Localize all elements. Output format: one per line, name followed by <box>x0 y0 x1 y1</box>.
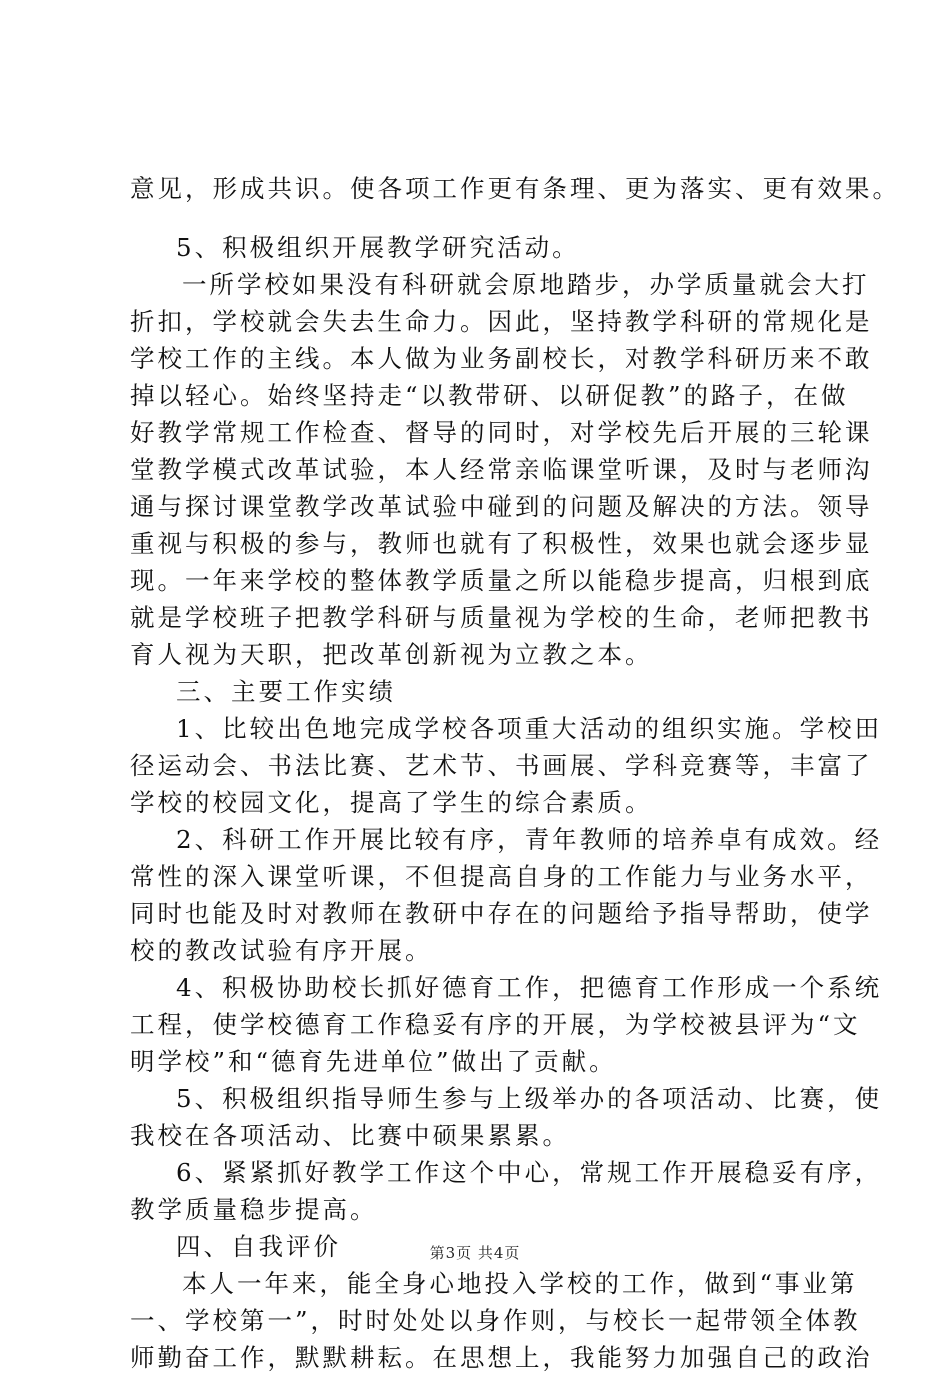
text-line: 同时也能及时对教师在教研中存在的问题给予指导帮助，使学 <box>130 899 873 928</box>
section-heading: 5、积极组织开展教学研究活动。 <box>176 233 580 262</box>
text-line: 堂教学模式改革试验，本人经常亲临课堂听课，及时与老师沟 <box>130 455 873 484</box>
text-line: 一所学校如果没有科研就会原地踏步，办学质量就会大打 <box>182 270 870 299</box>
text-line: 意见，形成共识。使各项工作更有条理、更为落实、更有效果。 <box>130 174 900 203</box>
text-line: 径运动会、书法比赛、艺术节、书画展、学科竞赛等，丰富了 <box>130 751 873 780</box>
text-line: 教学质量稳步提高。 <box>130 1195 378 1224</box>
text-line: 重视与积极的参与，教师也就有了积极性，效果也就会逐步显 <box>130 529 873 558</box>
text-line: 6、紧紧抓好教学工作这个中心，常规工作开展稳妥有序， <box>176 1158 883 1187</box>
text-line: 工程，使学校德育工作稳妥有序的开展，为学校被县评为“文 <box>130 1010 861 1039</box>
document-body <box>130 170 900 1376</box>
text-line: 学校的校园文化，提高了学生的综合素质。 <box>130 788 653 817</box>
text-line: 师勤奋工作，默默耕耘。在思想上，我能努力加强自己的政治 <box>130 1343 873 1372</box>
text-line: 就是学校班子把教学科研与质量视为学校的生命，老师把教书 <box>130 603 873 632</box>
text-line: 我校在各项活动、比赛中硕果累累。 <box>130 1121 570 1150</box>
text-line: 本人一年来，能全身心地投入学校的工作，做到“事业第 <box>182 1269 858 1298</box>
text-line: 通与探讨课堂教学改革试验中碰到的问题及解决的方法。领导 <box>130 492 873 521</box>
text-line: 育人视为天职，把改革创新视为立教之本。 <box>130 640 653 669</box>
text-line: 折扣，学校就会失去生命力。因此，坚持教学科研的常规化是 <box>130 307 873 336</box>
text-line: 常性的深入课堂听课，不但提高自身的工作能力与业务水平， <box>130 862 873 891</box>
section-heading: 三、主要工作实绩 <box>176 677 396 706</box>
text-line: 校的教改试验有序开展。 <box>130 936 433 965</box>
text-line: 明学校”和“德育先进单位”做出了贡献。 <box>130 1047 617 1076</box>
text-line: 好教学常规工作检查、督导的同时，对学校先后开展的三轮课 <box>130 418 873 447</box>
text-line: 一、学校第一”，时时处处以身作则，与校长一起带领全体教 <box>130 1306 861 1335</box>
text-line: 现。一年来学校的整体教学质量之所以能稳步提高，归根到底 <box>130 566 873 595</box>
text-line: 4、积极协助校长抓好德育工作，把德育工作形成一个系统 <box>176 973 883 1002</box>
text-line: 5、积极组织指导师生参与上级举办的各项活动、比赛，使 <box>176 1084 883 1113</box>
section-heading: 四、自我评价 <box>176 1232 341 1261</box>
paragraph-gap <box>130 207 842 229</box>
text-line: 1、比较出色地完成学校各项重大活动的组织实施。学校田 <box>176 714 883 743</box>
text-line: 学校工作的主线。本人做为业务副校长，对教学科研历来不敢 <box>130 344 873 373</box>
text-line: 掉以轻心。始终坚持走“以教带研、以研促教”的路子，在做 <box>130 381 849 410</box>
page-footer: 第3页 共4页 <box>429 1244 521 1262</box>
text-line: 2、科研工作开展比较有序，青年教师的培养卓有成效。经 <box>176 825 883 854</box>
